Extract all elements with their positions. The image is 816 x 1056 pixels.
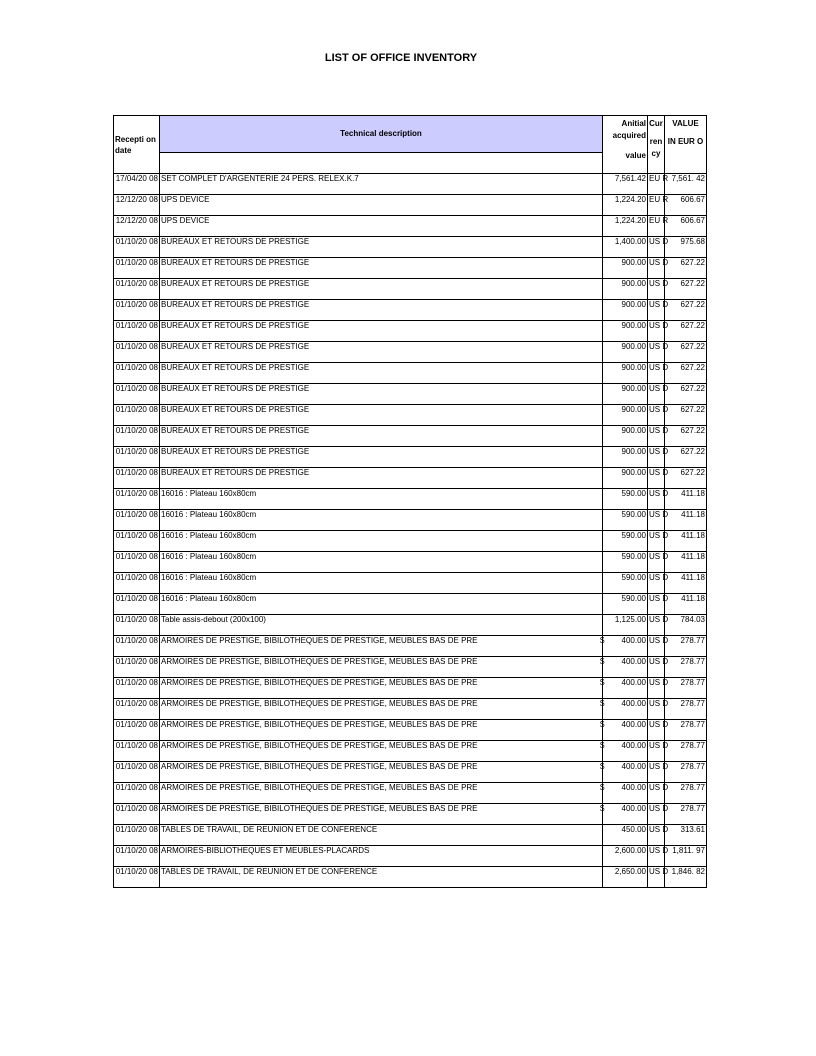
description-cell: ARMOIRES DE PRESTIGE, BIBILOTHEQUES DE PRESTIGE, MEUBLES BAS DE PRE bbox=[160, 699, 603, 720]
reception-date-cell: 01/10/20 08 bbox=[114, 489, 160, 510]
dollar-sign: $ bbox=[600, 804, 605, 813]
initial-value-text: 900.00 bbox=[621, 426, 646, 435]
description-cell: 16016 : Plateau 160x80cm bbox=[160, 573, 603, 594]
currency-cell: US D bbox=[648, 846, 665, 867]
description-cell: ARMOIRES DE PRESTIGE, BIBILOTHEQUES DE PRESTIGE, MEUBLES BAS DE PRE bbox=[160, 741, 603, 762]
reception-date-cell: 17/04/20 08 bbox=[114, 174, 160, 195]
currency-cell: US D bbox=[648, 279, 665, 300]
table-row bbox=[114, 279, 707, 300]
header-value-eur-top: VALUE bbox=[672, 119, 699, 128]
reception-date-cell: 01/10/20 08 bbox=[114, 741, 160, 762]
currency-cell: US D bbox=[648, 384, 665, 405]
initial-value-text: 900.00 bbox=[621, 384, 646, 393]
table-row bbox=[114, 615, 707, 636]
initial-value-text: 7,561.42 bbox=[614, 174, 646, 183]
value-eur-cell: 627.22 bbox=[665, 363, 707, 384]
initial-value-text: 400.00 bbox=[621, 678, 646, 687]
currency-cell: US D bbox=[648, 426, 665, 447]
initial-value-cell bbox=[603, 510, 648, 531]
initial-value-text: 900.00 bbox=[621, 363, 646, 372]
table-row bbox=[114, 531, 707, 552]
currency-cell: US D bbox=[648, 678, 665, 699]
description-cell: 16016 : Plateau 160x80cm bbox=[160, 552, 603, 573]
description-cell: BUREAUX ET RETOURS DE PRESTIGE bbox=[160, 342, 603, 363]
initial-value-text: 590.00 bbox=[621, 510, 646, 519]
value-eur-cell: 278.77 bbox=[665, 804, 707, 825]
initial-value-cell bbox=[603, 846, 648, 867]
reception-date-cell: 01/10/20 08 bbox=[114, 510, 160, 531]
table-row bbox=[114, 657, 707, 678]
reception-date-cell: 01/10/20 08 bbox=[114, 867, 160, 888]
document-title: LIST OF OFFICE INVENTORY bbox=[324, 52, 478, 64]
currency-cell: US D bbox=[648, 741, 665, 762]
table-row bbox=[114, 678, 707, 699]
initial-value-text: 2,600.00 bbox=[614, 846, 646, 855]
initial-value-cell bbox=[603, 384, 648, 405]
initial-value-cell bbox=[603, 321, 648, 342]
value-eur-cell: 627.22 bbox=[665, 279, 707, 300]
initial-value-text: 900.00 bbox=[621, 468, 646, 477]
initial-value-cell bbox=[603, 258, 648, 279]
reception-date-cell: 12/12/20 08 bbox=[114, 216, 160, 237]
reception-date-cell: 01/10/20 08 bbox=[114, 762, 160, 783]
value-eur-cell: 7,561. 42 bbox=[665, 174, 707, 195]
value-eur-cell: 784.03 bbox=[665, 615, 707, 636]
description-cell: UPS DEVICE bbox=[160, 216, 603, 237]
initial-value-cell bbox=[600, 699, 648, 720]
initial-value-cell bbox=[603, 195, 648, 216]
currency-cell: US D bbox=[648, 699, 665, 720]
reception-date-cell: 01/10/20 08 bbox=[114, 468, 160, 489]
currency-cell: US D bbox=[648, 657, 665, 678]
value-eur-cell: 606.67 bbox=[665, 216, 707, 237]
initial-value-text: 900.00 bbox=[621, 258, 646, 267]
description-cell: BUREAUX ET RETOURS DE PRESTIGE bbox=[160, 468, 603, 489]
header-currency-bottom: ren cy bbox=[649, 137, 663, 158]
initial-value-text: 900.00 bbox=[621, 447, 646, 456]
reception-date-cell: 01/10/20 08 bbox=[114, 384, 160, 405]
initial-value-text: 1,224.20 bbox=[614, 195, 646, 204]
initial-value-text: 1,400.00 bbox=[614, 237, 646, 246]
description-cell: ARMOIRES DE PRESTIGE, BIBILOTHEQUES DE PRESTIGE, MEUBLES BAS DE PRE bbox=[160, 783, 603, 804]
currency-cell: US D bbox=[648, 468, 665, 489]
currency-cell: US D bbox=[648, 573, 665, 594]
description-cell: ARMOIRES DE PRESTIGE, BIBILOTHEQUES DE PRESTIGE, MEUBLES BAS DE PRE bbox=[160, 636, 603, 657]
description-cell: ARMOIRES DE PRESTIGE, BIBILOTHEQUES DE PRESTIGE, MEUBLES BAS DE PRE bbox=[160, 678, 603, 699]
initial-value-text: 590.00 bbox=[621, 489, 646, 498]
value-eur-cell: 627.22 bbox=[665, 426, 707, 447]
currency-cell: US D bbox=[648, 552, 665, 573]
dollar-sign: $ bbox=[600, 720, 605, 729]
initial-value-text: 400.00 bbox=[621, 636, 646, 645]
description-cell: ARMOIRES DE PRESTIGE, BIBILOTHEQUES DE PRESTIGE, MEUBLES BAS DE PRE bbox=[160, 657, 603, 678]
initial-value-cell bbox=[603, 279, 648, 300]
currency-cell: US D bbox=[648, 804, 665, 825]
reception-date-cell: 01/10/20 08 bbox=[114, 678, 160, 699]
currency-cell: US D bbox=[648, 489, 665, 510]
currency-cell: EU R bbox=[648, 174, 665, 195]
initial-value-text: 590.00 bbox=[621, 594, 646, 603]
table-row bbox=[114, 195, 707, 216]
table-row bbox=[114, 804, 707, 825]
description-cell: BUREAUX ET RETOURS DE PRESTIGE bbox=[160, 237, 603, 258]
reception-date-cell: 01/10/20 08 bbox=[114, 237, 160, 258]
value-eur-cell: 278.77 bbox=[665, 657, 707, 678]
reception-date-cell: 01/10/20 08 bbox=[114, 720, 160, 741]
reception-date-cell: 01/10/20 08 bbox=[114, 783, 160, 804]
initial-value-cell bbox=[603, 531, 648, 552]
initial-value-cell bbox=[603, 363, 648, 384]
value-eur-cell: 411.18 bbox=[665, 531, 707, 552]
table-row bbox=[114, 720, 707, 741]
value-eur-cell: 627.22 bbox=[665, 321, 707, 342]
reception-date-cell: 01/10/20 08 bbox=[114, 699, 160, 720]
initial-value-cell bbox=[603, 552, 648, 573]
reception-date-cell: 01/10/20 08 bbox=[114, 825, 160, 846]
reception-date-cell: 01/10/20 08 bbox=[114, 531, 160, 552]
value-eur-cell: 411.18 bbox=[665, 489, 707, 510]
initial-value-cell bbox=[600, 657, 648, 678]
value-eur-cell: 411.18 bbox=[665, 594, 707, 615]
description-cell: 16016 : Plateau 160x80cm bbox=[160, 510, 603, 531]
currency-cell: US D bbox=[648, 510, 665, 531]
value-eur-cell: 1,811. 97 bbox=[665, 846, 707, 867]
table-row bbox=[114, 552, 707, 573]
description-cell: BUREAUX ET RETOURS DE PRESTIGE bbox=[160, 405, 603, 426]
value-eur-cell: 278.77 bbox=[665, 783, 707, 804]
description-cell: BUREAUX ET RETOURS DE PRESTIGE bbox=[160, 384, 603, 405]
table-row bbox=[114, 174, 707, 195]
value-eur-cell: 313.61 bbox=[665, 825, 707, 846]
dollar-sign: $ bbox=[600, 678, 605, 687]
value-eur-cell: 411.18 bbox=[665, 552, 707, 573]
initial-value-text: 450.00 bbox=[621, 825, 646, 834]
currency-cell: US D bbox=[648, 321, 665, 342]
initial-value-text: 900.00 bbox=[621, 405, 646, 414]
reception-date-cell: 01/10/20 08 bbox=[114, 279, 160, 300]
table-row bbox=[114, 342, 707, 363]
table-row bbox=[114, 699, 707, 720]
table-row bbox=[114, 636, 707, 657]
currency-cell: US D bbox=[648, 594, 665, 615]
initial-value-cell bbox=[603, 447, 648, 468]
description-cell: Table assis-debout (200x100) bbox=[160, 615, 603, 636]
currency-cell: US D bbox=[648, 762, 665, 783]
initial-value-cell bbox=[600, 678, 648, 699]
currency-cell: US D bbox=[648, 300, 665, 321]
description-cell: BUREAUX ET RETOURS DE PRESTIGE bbox=[160, 363, 603, 384]
initial-value-cell bbox=[603, 342, 648, 363]
currency-cell: US D bbox=[648, 783, 665, 804]
reception-date-cell: 01/10/20 08 bbox=[114, 552, 160, 573]
table-row bbox=[114, 363, 707, 384]
description-cell: 16016 : Plateau 160x80cm bbox=[160, 531, 603, 552]
header-reception-date: Recepti on date bbox=[114, 116, 160, 174]
description-cell: BUREAUX ET RETOURS DE PRESTIGE bbox=[160, 258, 603, 279]
currency-cell: EU R bbox=[648, 195, 665, 216]
initial-value-cell bbox=[600, 804, 648, 825]
description-cell: 16016 : Plateau 160x80cm bbox=[160, 489, 603, 510]
initial-value-text: 400.00 bbox=[621, 783, 646, 792]
initial-value-text: 400.00 bbox=[621, 699, 646, 708]
header-initial-value-bottom: value bbox=[625, 151, 646, 160]
table-row bbox=[114, 405, 707, 426]
initial-value-cell bbox=[600, 636, 648, 657]
header-currency bbox=[648, 116, 665, 174]
description-cell: BUREAUX ET RETOURS DE PRESTIGE bbox=[160, 426, 603, 447]
value-eur-cell: 278.77 bbox=[665, 636, 707, 657]
reception-date-cell: 01/10/20 08 bbox=[114, 573, 160, 594]
description-cell: ARMOIRES DE PRESTIGE, BIBILOTHEQUES DE PRESTIGE, MEUBLES BAS DE PRE bbox=[160, 720, 603, 741]
table-row bbox=[114, 867, 707, 888]
reception-date-cell: 01/10/20 08 bbox=[114, 447, 160, 468]
description-cell: 16016 : Plateau 160x80cm bbox=[160, 594, 603, 615]
value-eur-cell: 975.68 bbox=[665, 237, 707, 258]
initial-value-cell bbox=[603, 594, 648, 615]
table-row bbox=[114, 384, 707, 405]
value-eur-cell: 627.22 bbox=[665, 405, 707, 426]
currency-cell: US D bbox=[648, 447, 665, 468]
initial-value-text: 590.00 bbox=[621, 531, 646, 540]
reception-date-cell: 01/10/20 08 bbox=[114, 804, 160, 825]
value-eur-cell: 627.22 bbox=[665, 342, 707, 363]
value-eur-cell: 411.18 bbox=[665, 573, 707, 594]
reception-date-cell: 01/10/20 08 bbox=[114, 636, 160, 657]
reception-date-cell: 01/10/20 08 bbox=[114, 405, 160, 426]
initial-value-text: 1,224.20 bbox=[614, 216, 646, 225]
currency-cell: US D bbox=[648, 363, 665, 384]
reception-date-cell: 01/10/20 08 bbox=[114, 321, 160, 342]
dollar-sign: $ bbox=[600, 699, 605, 708]
value-eur-cell: 278.77 bbox=[665, 720, 707, 741]
reception-date-cell: 01/10/20 08 bbox=[114, 846, 160, 867]
initial-value-text: 400.00 bbox=[621, 720, 646, 729]
reception-date-cell: 01/10/20 08 bbox=[114, 258, 160, 279]
value-eur-cell: 1,846. 82 bbox=[665, 867, 707, 888]
currency-cell: EU R bbox=[648, 216, 665, 237]
currency-cell: US D bbox=[648, 531, 665, 552]
currency-cell: US D bbox=[648, 615, 665, 636]
reception-date-cell: 01/10/20 08 bbox=[114, 363, 160, 384]
value-eur-cell: 627.22 bbox=[665, 384, 707, 405]
reception-date-cell: 01/10/20 08 bbox=[114, 300, 160, 321]
initial-value-text: 900.00 bbox=[621, 279, 646, 288]
initial-value-text: 2,650.00 bbox=[614, 867, 646, 876]
header-value-eur-bottom: IN EUR O bbox=[667, 137, 704, 146]
header-currency-top: Cur bbox=[649, 119, 663, 128]
currency-cell: US D bbox=[648, 258, 665, 279]
table-row bbox=[114, 846, 707, 867]
description-cell: TABLES DE TRAVAIL, DE REUNION ET DE CONFERENCE bbox=[160, 825, 603, 846]
value-eur-cell: 606.67 bbox=[665, 195, 707, 216]
currency-cell: US D bbox=[648, 867, 665, 888]
table-row bbox=[114, 321, 707, 342]
table-row bbox=[114, 741, 707, 762]
initial-value-cell bbox=[603, 867, 648, 888]
initial-value-cell bbox=[603, 825, 648, 846]
table-row bbox=[114, 216, 707, 237]
description-cell: TABLES DE TRAVAIL, DE REUNION ET DE CONFERENCE bbox=[160, 867, 603, 888]
initial-value-cell bbox=[603, 489, 648, 510]
value-eur-cell: 627.22 bbox=[665, 300, 707, 321]
initial-value-cell bbox=[600, 720, 648, 741]
description-cell: ARMOIRES DE PRESTIGE, BIBILOTHEQUES DE PRESTIGE, MEUBLES BAS DE PRE bbox=[160, 762, 603, 783]
currency-cell: US D bbox=[648, 237, 665, 258]
table-row bbox=[114, 468, 707, 489]
table-row bbox=[114, 489, 707, 510]
value-eur-cell: 278.77 bbox=[665, 762, 707, 783]
reception-date-cell: 01/10/20 08 bbox=[114, 657, 160, 678]
value-eur-cell: 278.77 bbox=[665, 699, 707, 720]
currency-cell: US D bbox=[648, 720, 665, 741]
dollar-sign: $ bbox=[600, 783, 605, 792]
initial-value-cell bbox=[603, 174, 648, 195]
description-cell: BUREAUX ET RETOURS DE PRESTIGE bbox=[160, 447, 603, 468]
currency-cell: US D bbox=[648, 405, 665, 426]
initial-value-cell bbox=[603, 468, 648, 489]
table-row bbox=[114, 258, 707, 279]
initial-value-cell bbox=[600, 783, 648, 804]
description-cell: UPS DEVICE bbox=[160, 195, 603, 216]
description-cell: ARMOIRES DE PRESTIGE, BIBILOTHEQUES DE PRESTIGE, MEUBLES BAS DE PRE bbox=[160, 804, 603, 825]
header-value-eur bbox=[665, 116, 707, 174]
table-row bbox=[114, 237, 707, 258]
reception-date-cell: 01/10/20 08 bbox=[114, 594, 160, 615]
table-row bbox=[114, 447, 707, 468]
initial-value-text: 900.00 bbox=[621, 300, 646, 309]
header-initial-value-top: Anitial acquired bbox=[612, 119, 646, 140]
table-row bbox=[114, 300, 707, 321]
table-row bbox=[114, 426, 707, 447]
header-technical-description: Technical description bbox=[160, 116, 603, 153]
dollar-sign: $ bbox=[600, 741, 605, 750]
currency-cell: US D bbox=[648, 636, 665, 657]
reception-date-cell: 01/10/20 08 bbox=[114, 426, 160, 447]
description-cell: SET COMPLET D'ARGENTERIE 24 PERS. RELEX.K.7 bbox=[160, 174, 603, 195]
table-row bbox=[114, 762, 707, 783]
initial-value-cell bbox=[603, 573, 648, 594]
description-cell: BUREAUX ET RETOURS DE PRESTIGE bbox=[160, 279, 603, 300]
initial-value-text: 590.00 bbox=[621, 552, 646, 561]
initial-value-cell bbox=[603, 237, 648, 258]
initial-value-text: 900.00 bbox=[621, 321, 646, 330]
description-cell: ARMOIRES-BIBLIOTHEQUES ET MEUBLES-PLACARDS bbox=[160, 846, 603, 867]
initial-value-cell bbox=[603, 615, 648, 636]
initial-value-cell bbox=[600, 741, 648, 762]
initial-value-text: 400.00 bbox=[621, 741, 646, 750]
dollar-sign: $ bbox=[600, 636, 605, 645]
initial-value-text: 1,125.00 bbox=[614, 615, 646, 624]
initial-value-cell bbox=[603, 300, 648, 321]
description-cell: BUREAUX ET RETOURS DE PRESTIGE bbox=[160, 300, 603, 321]
dollar-sign: $ bbox=[600, 762, 605, 771]
value-eur-cell: 278.77 bbox=[665, 678, 707, 699]
description-cell: BUREAUX ET RETOURS DE PRESTIGE bbox=[160, 321, 603, 342]
header-initial-value bbox=[603, 116, 648, 174]
value-eur-cell: 627.22 bbox=[665, 258, 707, 279]
reception-date-cell: 01/10/20 08 bbox=[114, 615, 160, 636]
table-row bbox=[114, 510, 707, 531]
initial-value-cell bbox=[603, 405, 648, 426]
initial-value-text: 400.00 bbox=[621, 804, 646, 813]
reception-date-cell: 01/10/20 08 bbox=[114, 342, 160, 363]
currency-cell: US D bbox=[648, 342, 665, 363]
table-row bbox=[114, 594, 707, 615]
initial-value-text: 400.00 bbox=[621, 657, 646, 666]
currency-cell: US D bbox=[648, 825, 665, 846]
header-description-blank bbox=[160, 153, 603, 174]
table-row bbox=[114, 825, 707, 846]
value-eur-cell: 627.22 bbox=[665, 468, 707, 489]
initial-value-cell bbox=[603, 426, 648, 447]
initial-value-text: 900.00 bbox=[621, 342, 646, 351]
reception-date-cell: 12/12/20 08 bbox=[114, 195, 160, 216]
dollar-sign: $ bbox=[600, 657, 605, 666]
initial-value-cell bbox=[603, 216, 648, 237]
table-row bbox=[114, 573, 707, 594]
inventory-table bbox=[113, 115, 707, 888]
value-eur-cell: 278.77 bbox=[665, 741, 707, 762]
initial-value-cell bbox=[600, 762, 648, 783]
value-eur-cell: 411.18 bbox=[665, 510, 707, 531]
inventory-rows bbox=[114, 174, 707, 888]
initial-value-text: 590.00 bbox=[621, 573, 646, 582]
table-row bbox=[114, 783, 707, 804]
value-eur-cell: 627.22 bbox=[665, 447, 707, 468]
initial-value-text: 400.00 bbox=[621, 762, 646, 771]
